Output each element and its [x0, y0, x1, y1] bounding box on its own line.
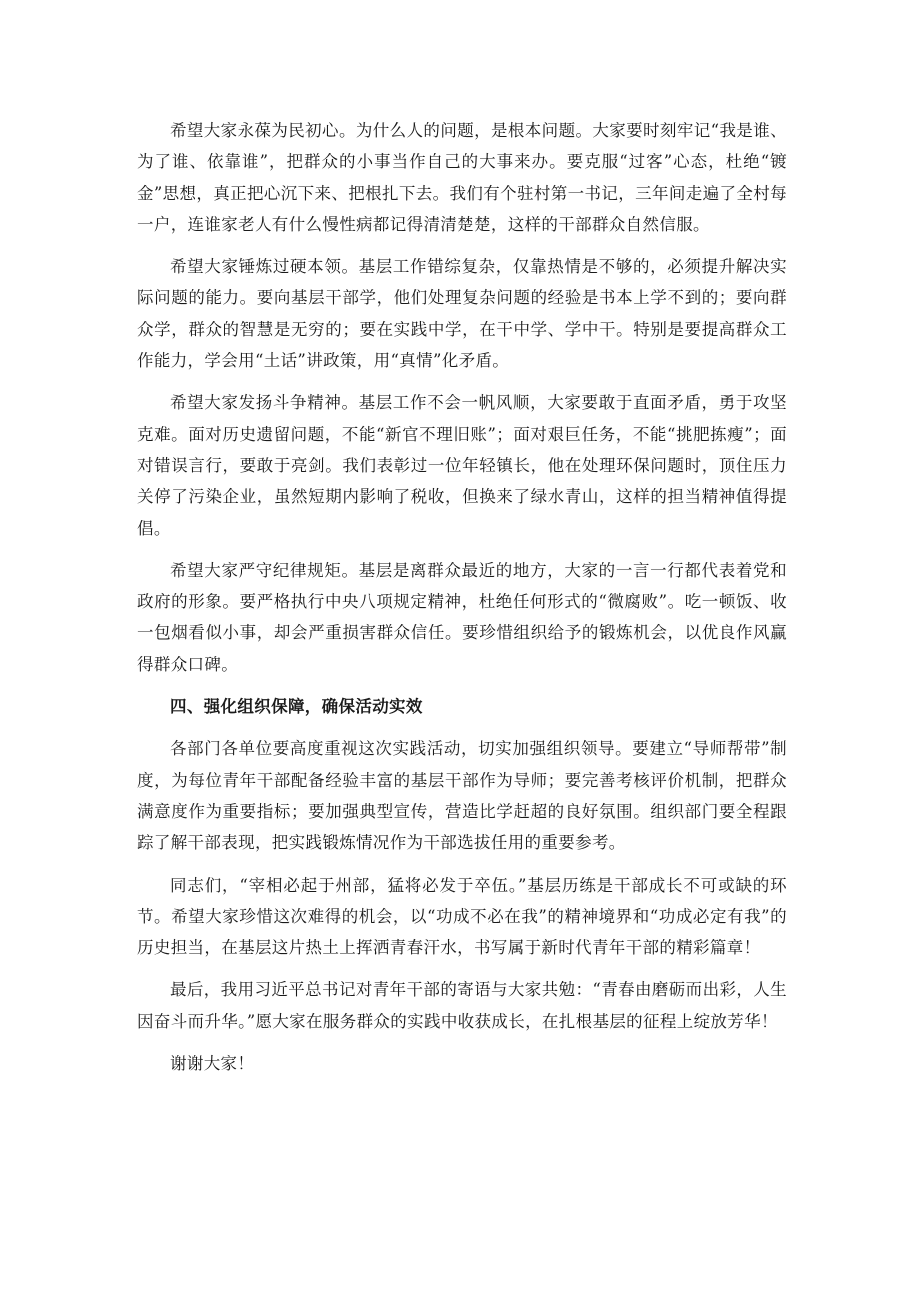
paragraph-organization: 各部门各单位要高度重视这次实践活动，切实加强组织领导。要建立“导师帮带”制度，为每位青年干部配备经验丰富的基层干部作为导师；要完善考核评价机制，把群众满意度作为重要指标；要加强典型宣传，营造比学赶超的良好氛围。组织部门要全程跟踪了解干部表现，把实践锻炼情况作为干部选拔任用的重要参考。 — [137, 739, 787, 853]
document-body — [137, 115, 787, 1090]
section-heading: 四、强化组织保障，确保活动实效 — [170, 697, 423, 717]
paragraph-comrades: 同志们，“宰相必起于州部，猛将必发于卒伍。”基层历练是干部成长不可或缺的环节。希望大家珍惜这次难得的机会，以“功成不必在我”的精神境界和“功成必定有我”的历史担当，在基层这片热土上挥洒青春汗水，书写属于新时代青年干部的精彩篇章！ — [137, 875, 787, 958]
paragraph-hope-struggle: 希望大家发扬斗争精神。基层工作不会一帆风顺，大家要敢于直面矛盾，勇于攻坚克难。面对历史遗留问题，不能“新官不理旧账”；面对艰巨任务，不能“挑肥拣瘦”；面对错误言行，要敢于亮剑。我们表彰过一位年轻镇长，他在处理环保问题时，顶住压力关停了污染企业，虽然短期内影响了税收，但换来了绿水青山，这样的担当精神值得提倡。 — [137, 393, 787, 538]
paragraph-hope-skills: 希望大家锤炼过硬本领。基层工作错综复杂，仅靠热情是不够的，必须提升解决实际问题的能力。要向基层干部学，他们处理复杂问题的经验是书本上学不到的；要向群众学，群众的智慧是无穷的；要在实践中学，在干中学、学中干。特别是要提高群众工作能力，学会用“土话”讲政策，用“真情”化矛盾。 — [137, 257, 787, 371]
paragraph-hope-people-first: 希望大家永葆为民初心。为什么人的问题，是根本问题。大家要时刻牢记“我是谁、为了谁、依靠谁”，把群众的小事当作自己的大事来办。要克服“过客”心态，杜绝“镀金”思想，真正把心沉下来、把根扎下去。我们有个驻村第一书记，三年间走遍了全村每一户，连谁家老人有什么慢性病都记得清清楚楚，这样的干部群众自然信服。 — [137, 121, 787, 234]
paragraph-thanks: 谢谢大家！ — [170, 1054, 255, 1074]
paragraph-hope-discipline: 希望大家严守纪律规矩。基层是离群众最近的地方，大家的一言一行都代表着党和政府的形象。要严格执行中央八项规定精神，杜绝任何形式的“微腐败”。吃一顿饭、收一包烟看似小事，却会严重损害群众信任。要珍惜组织给予的锻炼机会，以优良作风赢得群众口碑。 — [137, 560, 787, 674]
paragraph-closing-quote: 最后，我用习近平总书记对青年干部的寄语与大家共勉：“青春由磨砺而出彩，人生因奋斗而升华。”愿大家在服务群众的实践中收获成长，在扎根基层的征程上绽放芳华！ — [137, 980, 787, 1031]
